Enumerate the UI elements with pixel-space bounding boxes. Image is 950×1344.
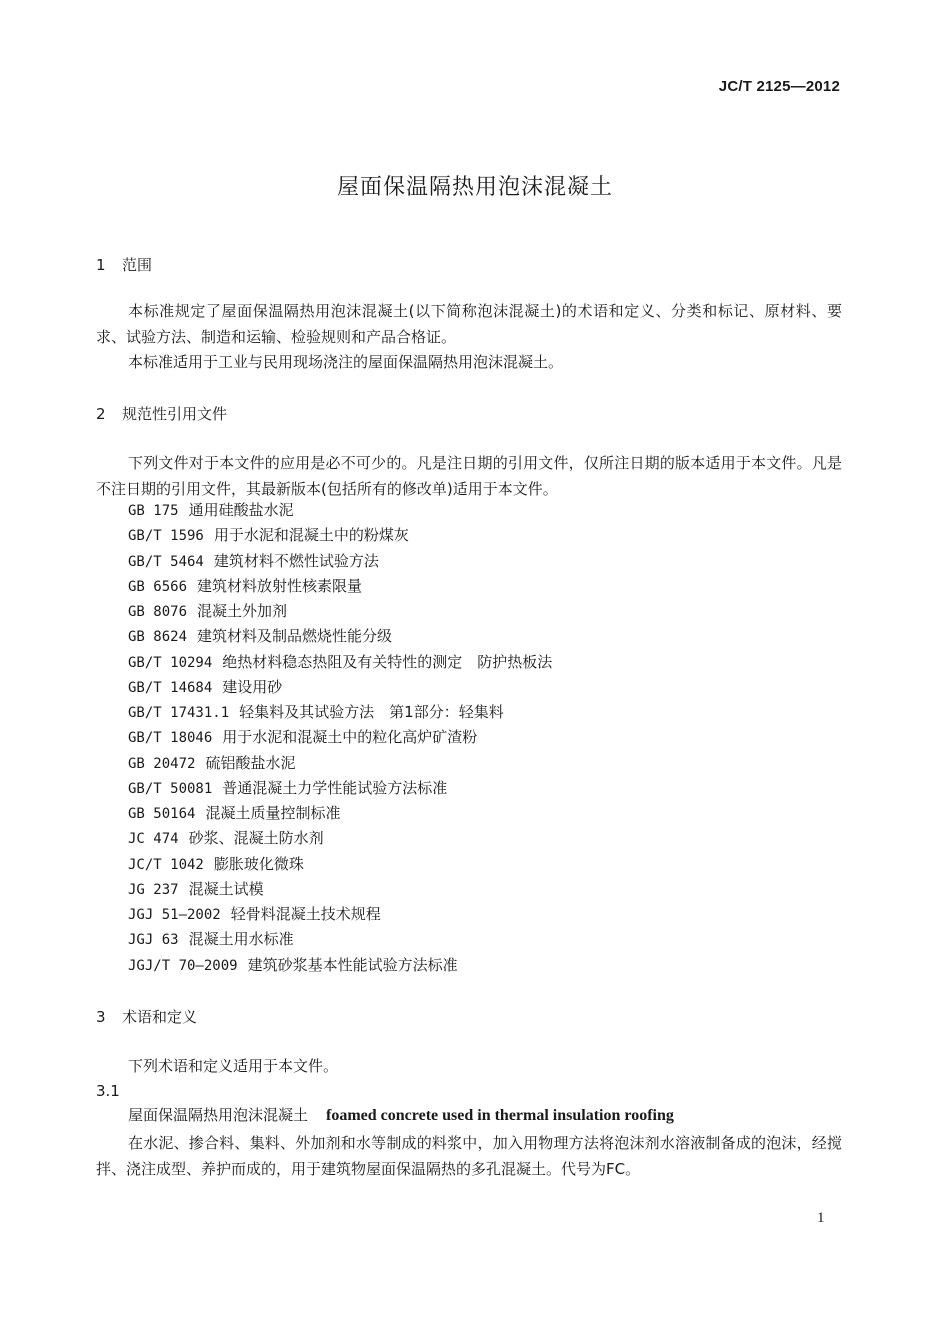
section-3-heading — [96, 1006, 197, 1027]
reference-item — [128, 498, 552, 523]
reference-item — [128, 574, 552, 599]
standard-code: JC/T 2125—2012 — [718, 78, 840, 95]
section-3-intro: 下列术语和定义适用于本文件。 — [128, 1057, 339, 1075]
reference-title: 绝热材料稳态热阻及有关特性的测定 防护热板法 — [222, 652, 553, 671]
reference-title: 轻骨料混凝土技术规程 — [230, 905, 381, 923]
section-number: 3 — [96, 1008, 106, 1026]
document-title: 屋面保温隔热用泡沫混凝土 — [336, 175, 613, 200]
reference-item — [128, 801, 552, 826]
reference-code: GB/T 1596 — [128, 528, 204, 545]
reference-code: GB/T 14684 — [128, 679, 213, 696]
reference-code: GB/T 5464 — [128, 553, 204, 570]
reference-item — [128, 599, 552, 624]
reference-item — [128, 624, 552, 649]
reference-title: 混凝土质量控制标准 — [205, 804, 341, 822]
reference-item — [128, 902, 552, 927]
reference-title: 建筑材料及制品燃烧性能分级 — [197, 627, 393, 646]
reference-code: JC/T 1042 — [128, 856, 204, 873]
reference-code: GB 175 — [128, 503, 179, 519]
term-name-english: foamed concrete used in thermal insulation roofing — [326, 1107, 674, 1124]
reference-item — [128, 650, 552, 675]
reference-code: GB/T 17431.1 — [128, 705, 230, 721]
reference-item — [128, 751, 552, 776]
normative-references-list — [128, 498, 552, 978]
reference-title: 混凝土用水标准 — [188, 930, 294, 949]
reference-item — [128, 953, 552, 978]
section-title: 术语和定义 — [122, 1008, 198, 1026]
reference-title: 用于水泥和混凝土中的粒化高炉矿渣粉 — [222, 728, 478, 747]
reference-item — [128, 675, 552, 700]
section-number: 1 — [96, 256, 106, 274]
section-2-heading — [96, 403, 227, 424]
reference-title: 膨胀玻化微珠 — [213, 854, 304, 873]
reference-item — [128, 877, 552, 902]
reference-item — [128, 776, 552, 801]
reference-title: 建筑砂浆基本性能试验方法标准 — [247, 955, 458, 974]
section-1-paragraph-2: 本标准适用于工业与民用现场浇注的屋面保温隔热用泡沫混凝土。 — [128, 353, 564, 371]
reference-item — [128, 725, 552, 750]
reference-code: GB 6566 — [128, 578, 188, 595]
reference-code: GB 50164 — [128, 806, 196, 822]
section-title: 范围 — [122, 256, 153, 274]
reference-item — [128, 852, 552, 877]
reference-code: JG 237 — [128, 881, 179, 898]
reference-item — [128, 927, 552, 952]
term-number: 3.1 — [96, 1082, 120, 1100]
reference-code: GB 20472 — [128, 755, 196, 772]
reference-code: GB 8076 — [128, 604, 188, 620]
reference-code: GB 8624 — [128, 629, 188, 646]
reference-code: GB/T 50081 — [128, 780, 213, 797]
term-definition: 在水泥、掺合料、集料、外加剂和水等制成的料浆中，加入用物理方法将泡沫剂水溶液制备成的泡沫，经搅拌、浇注成型、养护而成的，用于建筑物屋面保温隔热的多孔混凝土。代号为FC。 — [96, 1134, 842, 1178]
page-number: 1 — [817, 1210, 825, 1226]
section-2-intro: 下列文件对于本文件的应用是必不可少的。凡是注日期的引用文件，仅所注日期的版本适用于本文件。凡是不注日期的引用文件，其最新版本(包括所有的修改单)适用于本文件。 — [96, 454, 842, 498]
section-1-paragraph-1: 本标准规定了屋面保温隔热用泡沫混凝土(以下简称泡沫混凝土)的术语和定义、分类和标记、原材料、要求、试验方法、制造和运输、检验规则和产品合格证。 — [96, 302, 842, 346]
section-title: 规范性引用文件 — [122, 405, 228, 423]
reference-item — [128, 523, 552, 548]
reference-title: 混凝土试模 — [188, 879, 264, 898]
reference-item — [128, 700, 552, 725]
reference-title: 用于水泥和混凝土中的粉煤灰 — [213, 526, 409, 545]
section-1-heading — [96, 254, 152, 275]
reference-code: GB/T 18046 — [128, 730, 213, 747]
reference-title: 建筑材料不燃性试验方法 — [213, 551, 379, 570]
reference-item — [128, 549, 552, 574]
reference-code: JGJ 63 — [128, 932, 179, 949]
reference-code: GB/T 10294 — [128, 654, 213, 671]
reference-item — [128, 826, 552, 851]
reference-title: 硫铝酸盐水泥 — [205, 753, 296, 772]
section-number: 2 — [96, 405, 106, 423]
reference-title: 轻集料及其试验方法 第1部分：轻集料 — [239, 703, 504, 721]
reference-code: JGJ/T 70—2009 — [128, 957, 238, 974]
reference-title: 普通混凝土力学性能试验方法标准 — [222, 778, 448, 797]
reference-title: 建设用砂 — [222, 677, 283, 696]
reference-title: 通用硅酸盐水泥 — [188, 501, 294, 519]
term-name-chinese: 屋面保温隔热用泡沫混凝土 — [128, 1106, 309, 1124]
reference-code: JC 474 — [128, 831, 179, 848]
reference-title: 混凝土外加剂 — [197, 602, 288, 620]
reference-code: JGJ 51—2002 — [128, 907, 221, 923]
term-entry — [128, 1104, 674, 1125]
reference-title: 建筑材料放射性核素限量 — [197, 576, 363, 595]
reference-title: 砂浆、混凝土防水剂 — [188, 829, 324, 848]
